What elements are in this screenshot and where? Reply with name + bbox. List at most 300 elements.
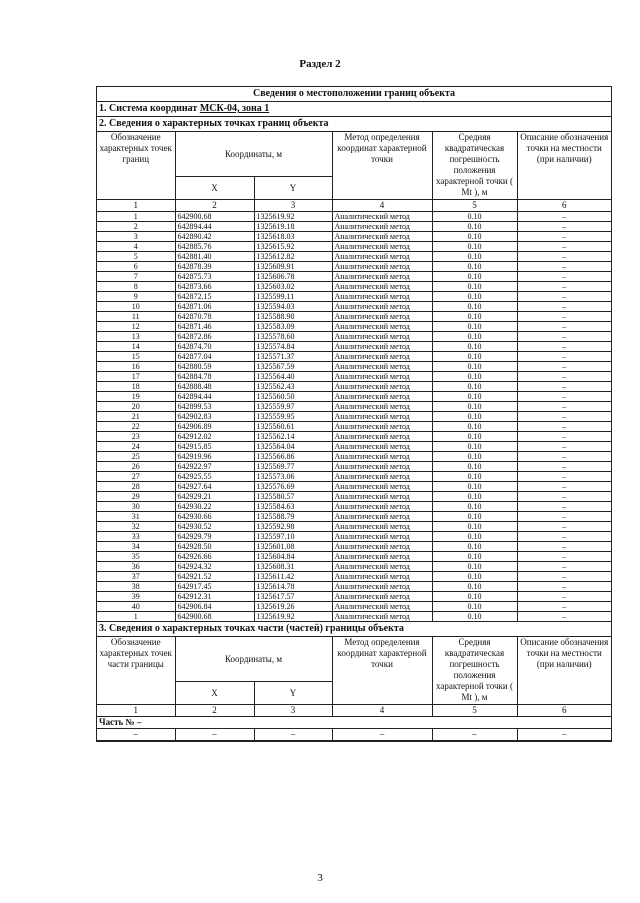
point-cell: 0.10 [432, 442, 517, 452]
point-cell: – [517, 452, 611, 462]
point-cell: Аналитический метод [332, 372, 432, 382]
point-row [97, 242, 611, 252]
point-cell: 0.10 [432, 562, 517, 572]
point-cell: – [517, 302, 611, 312]
point-cell: 1325576.69 [254, 482, 332, 492]
point-cell: 0.10 [432, 432, 517, 442]
point-cell: 642885.76 [175, 242, 254, 252]
point-cell: Аналитический метод [332, 412, 432, 422]
point-cell: Аналитический метод [332, 582, 432, 592]
point-cell: 5 [97, 252, 175, 262]
point-cell: 1325562.14 [254, 432, 332, 442]
point-cell: 642894.44 [175, 222, 254, 232]
point-cell: 642929.21 [175, 492, 254, 502]
point-cell: 642873.66 [175, 282, 254, 292]
header2-error: Средняя квадратическая погрешность положения характерной точки ( Mt ), м [432, 637, 517, 705]
point-row [97, 572, 611, 582]
point-cell: – [517, 322, 611, 332]
point-row [97, 382, 611, 392]
header-method: Метод определения координат характерной точки [332, 132, 432, 200]
point-cell: 642900.68 [175, 612, 254, 622]
part-points-table [97, 637, 611, 741]
part-label: Часть № – [97, 717, 611, 729]
point-cell: 20 [97, 402, 175, 412]
point-cell: 0.10 [432, 452, 517, 462]
point-row [97, 472, 611, 482]
point-cell: 38 [97, 582, 175, 592]
point-cell: Аналитический метод [332, 572, 432, 582]
point-cell: 1325618.03 [254, 232, 332, 242]
point-cell: – [517, 572, 611, 582]
point-cell: 24 [97, 442, 175, 452]
point-cell: 642912.02 [175, 432, 254, 442]
point-cell: 1325619.92 [254, 212, 332, 222]
point-cell: Аналитический метод [332, 502, 432, 512]
point-cell: 1325584.63 [254, 502, 332, 512]
point-cell: 642878.39 [175, 262, 254, 272]
point-cell: 0.10 [432, 382, 517, 392]
col-num: 3 [254, 705, 332, 717]
cell: – [517, 729, 611, 741]
point-row [97, 542, 611, 552]
point-cell: 642906.84 [175, 602, 254, 612]
point-cell: Аналитический метод [332, 282, 432, 292]
point-cell: 642917.45 [175, 582, 254, 592]
point-cell: 13 [97, 332, 175, 342]
point-cell: Аналитический метод [332, 302, 432, 312]
point-cell: 1325608.31 [254, 562, 332, 572]
point-cell: Аналитический метод [332, 602, 432, 612]
point-cell: – [517, 212, 611, 222]
point-cell: 642930.52 [175, 522, 254, 532]
point-row [97, 532, 611, 542]
point-cell: – [517, 582, 611, 592]
col-num: 1 [97, 200, 175, 212]
point-cell: 0.10 [432, 232, 517, 242]
point-cell: 0.10 [432, 282, 517, 292]
point-cell: 642881.40 [175, 252, 254, 262]
header-designation: Обозначение характерных точек границ [97, 132, 175, 200]
point-cell: – [517, 462, 611, 472]
point-cell: 3 [97, 232, 175, 242]
point-cell: – [517, 312, 611, 322]
point-cell: 0.10 [432, 532, 517, 542]
point-cell: 1325559.97 [254, 402, 332, 412]
point-cell: – [517, 282, 611, 292]
point-cell: – [517, 472, 611, 482]
point-cell: – [517, 432, 611, 442]
point-cell: Аналитический метод [332, 392, 432, 402]
header2-y: Y [254, 682, 332, 705]
point-cell: 27 [97, 472, 175, 482]
point-cell: 0.10 [432, 252, 517, 262]
point-row [97, 292, 611, 302]
point-cell: Аналитический метод [332, 402, 432, 412]
point-cell: 1325564.04 [254, 442, 332, 452]
point-cell: 2 [97, 222, 175, 232]
point-cell: 26 [97, 462, 175, 472]
point-cell: 1325566.86 [254, 452, 332, 462]
point-row [97, 362, 611, 372]
point-cell: 1325560.50 [254, 392, 332, 402]
point-row [97, 262, 611, 272]
point-row [97, 462, 611, 472]
point-cell: 642919.96 [175, 452, 254, 462]
point-cell: 1325599.11 [254, 292, 332, 302]
point-cell: 39 [97, 592, 175, 602]
point-cell: 1325588.90 [254, 312, 332, 322]
header2-designation: Обозначение характерных точек части границы [97, 637, 175, 705]
point-row [97, 422, 611, 432]
point-cell: 6 [97, 262, 175, 272]
header-x: X [175, 177, 254, 200]
point-cell: Аналитический метод [332, 292, 432, 302]
point-cell: 642871.46 [175, 322, 254, 332]
point-cell: 29 [97, 492, 175, 502]
point-cell: 1325560.61 [254, 422, 332, 432]
point-cell: Аналитический метод [332, 442, 432, 452]
point-cell: 0.10 [432, 312, 517, 322]
point-cell: 1325619.18 [254, 222, 332, 232]
col-num: 2 [175, 705, 254, 717]
point-cell: Аналитический метод [332, 272, 432, 282]
header2-coordinates: Координаты, м [175, 637, 332, 682]
point-cell: Аналитический метод [332, 612, 432, 622]
point-cell: – [517, 552, 611, 562]
point-row [97, 482, 611, 492]
point-cell: 33 [97, 532, 175, 542]
point-cell: 0.10 [432, 602, 517, 612]
point-cell: 1325603.02 [254, 282, 332, 292]
point-cell: Аналитический метод [332, 322, 432, 332]
point-cell: 0.10 [432, 522, 517, 532]
point-cell: Аналитический метод [332, 522, 432, 532]
point-cell: 1325615.92 [254, 242, 332, 252]
point-cell: Аналитический метод [332, 252, 432, 262]
point-cell: 10 [97, 302, 175, 312]
point-cell: Аналитический метод [332, 592, 432, 602]
point-cell: 1325601.08 [254, 542, 332, 552]
point-cell: – [517, 502, 611, 512]
point-row [97, 302, 611, 312]
point-cell: Аналитический метод [332, 262, 432, 272]
col-num: 6 [517, 705, 611, 717]
point-cell: – [517, 352, 611, 362]
point-cell: – [517, 442, 611, 452]
point-cell: 1325562.43 [254, 382, 332, 392]
point-row [97, 562, 611, 572]
header-y: Y [254, 177, 332, 200]
point-cell: 642906.89 [175, 422, 254, 432]
point-cell: 1325564.40 [254, 372, 332, 382]
col-num: 5 [432, 705, 517, 717]
header2-x: X [175, 682, 254, 705]
point-cell: Аналитический метод [332, 362, 432, 372]
point-cell: – [517, 592, 611, 602]
point-cell: Аналитический метод [332, 222, 432, 232]
point-cell: Аналитический метод [332, 532, 432, 542]
point-cell: 642915.85 [175, 442, 254, 452]
point-cell: 642877.04 [175, 352, 254, 362]
point-cell: 23 [97, 432, 175, 442]
point-row [97, 352, 611, 362]
point-cell: 0.10 [432, 592, 517, 602]
point-cell: Аналитический метод [332, 482, 432, 492]
point-cell: 0.10 [432, 402, 517, 412]
point-cell: 642894.44 [175, 392, 254, 402]
point-cell: – [517, 372, 611, 382]
point-cell: 0.10 [432, 302, 517, 312]
point-row [97, 502, 611, 512]
point-cell: 12 [97, 322, 175, 332]
point-cell: 642926.66 [175, 552, 254, 562]
point-cell: 37 [97, 572, 175, 582]
point-cell: – [517, 602, 611, 612]
point-cell: 1325619.26 [254, 602, 332, 612]
point-cell: – [517, 542, 611, 552]
point-cell: 642902.83 [175, 412, 254, 422]
point-cell: 0.10 [432, 212, 517, 222]
point-cell: Аналитический метод [332, 562, 432, 572]
point-cell: 0.10 [432, 552, 517, 562]
point-cell: 0.10 [432, 582, 517, 592]
point-cell: 0.10 [432, 222, 517, 232]
point-cell: – [517, 412, 611, 422]
col-num: 5 [432, 200, 517, 212]
system-value: МСК-04, зона 1 [199, 103, 270, 114]
point-row [97, 612, 611, 622]
point-cell: 0.10 [432, 462, 517, 472]
col-num: 4 [332, 705, 432, 717]
point-cell: 0.10 [432, 242, 517, 252]
point-cell: 0.10 [432, 412, 517, 422]
point-cell: 642871.06 [175, 302, 254, 312]
point-cell: 15 [97, 352, 175, 362]
point-cell: – [517, 612, 611, 622]
point-cell: – [517, 492, 611, 502]
point-cell: 642874.70 [175, 342, 254, 352]
point-row [97, 492, 611, 502]
point-cell: 0.10 [432, 512, 517, 522]
point-cell: 0.10 [432, 422, 517, 432]
point-cell: 1325606.78 [254, 272, 332, 282]
point-row [97, 442, 611, 452]
point-row [97, 372, 611, 382]
point-row [97, 332, 611, 342]
point-row [97, 452, 611, 462]
point-cell: 7 [97, 272, 175, 282]
point-cell: 1325588.79 [254, 512, 332, 522]
point-cell: 0.10 [432, 272, 517, 282]
point-cell: Аналитический метод [332, 382, 432, 392]
point-cell: – [517, 382, 611, 392]
point-row [97, 282, 611, 292]
point-cell: – [517, 422, 611, 432]
point-cell: Аналитический метод [332, 472, 432, 482]
point-cell: 642880.59 [175, 362, 254, 372]
point-cell: Аналитический метод [332, 552, 432, 562]
point-cell: 0.10 [432, 342, 517, 352]
point-cell: Аналитический метод [332, 232, 432, 242]
point-cell: 1325611.42 [254, 572, 332, 582]
point-cell: 0.10 [432, 472, 517, 482]
point-row [97, 402, 611, 412]
cell: – [332, 729, 432, 741]
header2-description: Описание обозначения точки на местности (при наличии) [517, 637, 611, 705]
point-row [97, 522, 611, 532]
table1-title: 2. Сведения о характерных точках границ объекта [97, 117, 611, 132]
point-cell: 0.10 [432, 292, 517, 302]
point-row [97, 392, 611, 402]
point-cell: 21 [97, 412, 175, 422]
point-cell: 1325592.98 [254, 522, 332, 532]
point-cell: Аналитический метод [332, 212, 432, 222]
point-row [97, 342, 611, 352]
point-cell: 642872.86 [175, 332, 254, 342]
point-cell: – [517, 522, 611, 532]
col-num: 1 [97, 705, 175, 717]
point-cell: 9 [97, 292, 175, 302]
header2-method: Метод определения координат характерной точки [332, 637, 432, 705]
point-cell: 1325569.77 [254, 462, 332, 472]
point-cell: 1325594.03 [254, 302, 332, 312]
point-row [97, 592, 611, 602]
point-row [97, 232, 611, 242]
col-num: 6 [517, 200, 611, 212]
point-cell: 36 [97, 562, 175, 572]
point-cell: 1325574.84 [254, 342, 332, 352]
empty-part-row [97, 729, 611, 741]
point-cell: Аналитический метод [332, 352, 432, 362]
cell: – [175, 729, 254, 741]
point-cell: 0.10 [432, 362, 517, 372]
point-cell: 30 [97, 502, 175, 512]
point-cell: 40 [97, 602, 175, 612]
system-label: 1. Система координат [99, 103, 200, 114]
point-cell: 642872.15 [175, 292, 254, 302]
col-num: 2 [175, 200, 254, 212]
point-row [97, 312, 611, 322]
point-cell: 35 [97, 552, 175, 562]
point-cell: 1325578.60 [254, 332, 332, 342]
point-cell: 642884.78 [175, 372, 254, 382]
point-cell: Аналитический метод [332, 332, 432, 342]
col-num: 4 [332, 200, 432, 212]
point-cell: 8 [97, 282, 175, 292]
point-row [97, 222, 611, 232]
point-cell: Аналитический метод [332, 492, 432, 502]
point-cell: 0.10 [432, 322, 517, 332]
point-cell: 642927.64 [175, 482, 254, 492]
point-cell: 1325573.06 [254, 472, 332, 482]
point-cell: 1325571.37 [254, 352, 332, 362]
point-cell: 642900.68 [175, 212, 254, 222]
point-cell: 14 [97, 342, 175, 352]
point-cell: 1325604.84 [254, 552, 332, 562]
point-cell: 11 [97, 312, 175, 322]
point-cell: 1325614.78 [254, 582, 332, 592]
point-cell: 642930.66 [175, 512, 254, 522]
point-cell: – [517, 252, 611, 262]
point-cell: 0.10 [432, 392, 517, 402]
cell: – [254, 729, 332, 741]
boundary-points-table [97, 132, 611, 622]
point-cell: – [517, 222, 611, 232]
point-row [97, 602, 611, 612]
point-cell: 25 [97, 452, 175, 462]
point-cell: 0.10 [432, 502, 517, 512]
point-cell: 642890.42 [175, 232, 254, 242]
point-cell: 1325612.82 [254, 252, 332, 262]
point-cell: – [517, 392, 611, 402]
point-row [97, 212, 611, 222]
point-cell: 642899.53 [175, 402, 254, 412]
point-cell: 1325580.57 [254, 492, 332, 502]
point-cell: 22 [97, 422, 175, 432]
point-cell: 1325597.10 [254, 532, 332, 542]
point-row [97, 272, 611, 282]
point-cell: 642921.52 [175, 572, 254, 582]
point-cell: – [517, 362, 611, 372]
point-cell: Аналитический метод [332, 462, 432, 472]
table2-title: 3. Сведения о характерных точках части (частей) границы объекта [97, 621, 611, 637]
point-cell: 0.10 [432, 612, 517, 622]
coordinate-system [97, 102, 611, 117]
main-header: Сведения о местоположении границ объекта [97, 87, 611, 102]
point-cell: – [517, 402, 611, 412]
point-cell: Аналитический метод [332, 242, 432, 252]
point-cell: – [517, 242, 611, 252]
point-row [97, 432, 611, 442]
point-cell: 642924.32 [175, 562, 254, 572]
point-row [97, 552, 611, 562]
point-cell: 1325609.91 [254, 262, 332, 272]
point-row [97, 412, 611, 422]
point-cell: 1325583.09 [254, 322, 332, 332]
point-cell: 28 [97, 482, 175, 492]
location-frame [96, 86, 612, 742]
point-cell: 1 [97, 212, 175, 222]
point-cell: – [517, 292, 611, 302]
point-row [97, 252, 611, 262]
point-cell: 0.10 [432, 372, 517, 382]
header-error: Средняя квадратическая погрешность положения характерной точки ( Mt ), м [432, 132, 517, 200]
header-coordinates: Координаты, м [175, 132, 332, 177]
point-cell: 18 [97, 382, 175, 392]
point-cell: 32 [97, 522, 175, 532]
point-cell: 642929.79 [175, 532, 254, 542]
point-cell: Аналитический метод [332, 422, 432, 432]
point-cell: Аналитический метод [332, 512, 432, 522]
point-cell: Аналитический метод [332, 312, 432, 322]
point-cell: 4 [97, 242, 175, 252]
point-row [97, 582, 611, 592]
point-cell: – [517, 562, 611, 572]
point-cell: 19 [97, 392, 175, 402]
point-cell: 1 [97, 612, 175, 622]
point-cell: 16 [97, 362, 175, 372]
column-numbers-row-2 [97, 705, 611, 717]
point-cell: – [517, 272, 611, 282]
point-cell: 17 [97, 372, 175, 382]
point-cell: 1325567.59 [254, 362, 332, 372]
point-cell: 0.10 [432, 572, 517, 582]
point-cell: – [517, 342, 611, 352]
cell: – [97, 729, 175, 741]
column-numbers-row [97, 200, 611, 212]
point-row [97, 322, 611, 332]
point-cell: 1325559.95 [254, 412, 332, 422]
